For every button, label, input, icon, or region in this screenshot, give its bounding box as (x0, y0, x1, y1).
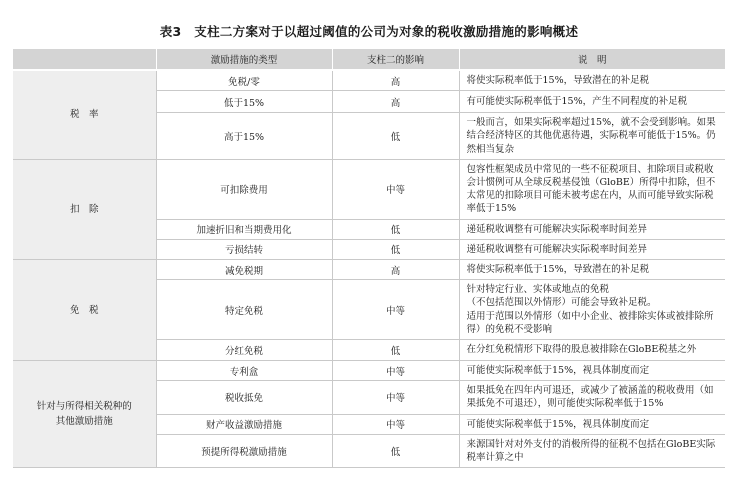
description: 一般而言，如果实际税率超过15%，就不会受到影响。如果结合经济特区的其他优惠待遇，实际税率可能低于15%。仍然相当复杂 (459, 113, 725, 160)
header-category (13, 49, 156, 70)
incentive-type: 高于15% (156, 113, 332, 160)
incentive-type: 可扣除费用 (156, 159, 332, 219)
table-row (13, 260, 725, 280)
impact-level: 中等 (332, 414, 459, 434)
description: 在分红免税情形下取得的股息被排除在GloBE税基之外 (459, 340, 725, 361)
table-title: 表3 支柱二方案对于以超过阈值的公司为对象的税收激励措施的影响概述 (159, 24, 579, 39)
incentive-type: 专利盒 (156, 361, 332, 381)
description: 可能使实际税率低于15%，视具体制度而定 (459, 414, 725, 434)
header-description: 说 明 (459, 49, 725, 70)
incentive-type: 免税/零 (156, 70, 332, 91)
incentive-type: 特定免税 (156, 280, 332, 340)
impact-level: 中等 (332, 381, 459, 414)
impact-level: 低 (332, 239, 459, 259)
incentive-type: 分红免税 (156, 340, 332, 361)
description: 针对特定行业、实体或地点的免税 （不包括范围以外情形）可能会导致补足税。 适用于范围以外情形（如中小企业、被排除实体或被排除所得）的免税不受影响 (459, 280, 725, 340)
incentive-type: 减免税期 (156, 260, 332, 280)
description: 递延税收调整有可能解决实际税率时间差异 (459, 219, 725, 239)
description: 来源国针对对外支付的消极所得的征税不包括在GloBE实际税率计算之中 (459, 434, 725, 467)
incentive-type: 加速折旧和当期费用化 (156, 219, 332, 239)
description: 将使实际税率低于15%，导致潜在的补足税 (459, 70, 725, 91)
header-row (13, 49, 725, 70)
impact-level: 中等 (332, 280, 459, 340)
impact-level: 低 (332, 434, 459, 467)
impact-level: 低 (332, 340, 459, 361)
description: 可能使实际税率低于15%，视具体制度而定 (459, 361, 725, 381)
description: 有可能使实际税率低于15%，产生不同程度的补足税 (459, 91, 725, 113)
description: 如果抵免在四年内可退还，或减少了被涵盖的税收费用（如果抵免不可退还），则可能使实际税率低于15% (459, 381, 725, 414)
incentive-type: 低于15% (156, 91, 332, 113)
description: 递延税收调整有可能解决实际税率时间差异 (459, 239, 725, 259)
table-row (13, 361, 725, 381)
impact-level: 低 (332, 113, 459, 160)
category-exemptions: 免 税 (13, 260, 156, 361)
incentive-impact-table (13, 49, 725, 468)
incentive-type: 预提所得税激励措施 (156, 434, 332, 467)
category-deductions: 扣 除 (13, 159, 156, 259)
category-other-income-incentives: 针对与所得相关税种的 其他激励措施 (13, 361, 156, 468)
incentive-type: 亏损结转 (156, 239, 332, 259)
impact-level: 高 (332, 70, 459, 91)
description: 将使实际税率低于15%，导致潜在的补足税 (459, 260, 725, 280)
impact-level: 中等 (332, 159, 459, 219)
description: 包容性框架成员中常见的一些不征税项目、扣除项目或税收会计惯例可从全球反税基侵蚀（GloBE）所得中扣除，但不太常见的扣除项目可能未被考虑在内，从而可能导致实际税率低于15% (459, 159, 725, 219)
impact-level: 高 (332, 91, 459, 113)
impact-level: 高 (332, 260, 459, 280)
table-row (13, 159, 725, 219)
impact-level: 低 (332, 219, 459, 239)
incentive-type: 税收抵免 (156, 381, 332, 414)
category-tax-rate: 税 率 (13, 70, 156, 159)
incentive-type: 财产收益激励措施 (156, 414, 332, 434)
header-incentive-type: 激励措施的类型 (156, 49, 332, 70)
impact-level: 中等 (332, 361, 459, 381)
table-row (13, 70, 725, 91)
header-pillar-two-impact: 支柱二的影响 (332, 49, 459, 70)
